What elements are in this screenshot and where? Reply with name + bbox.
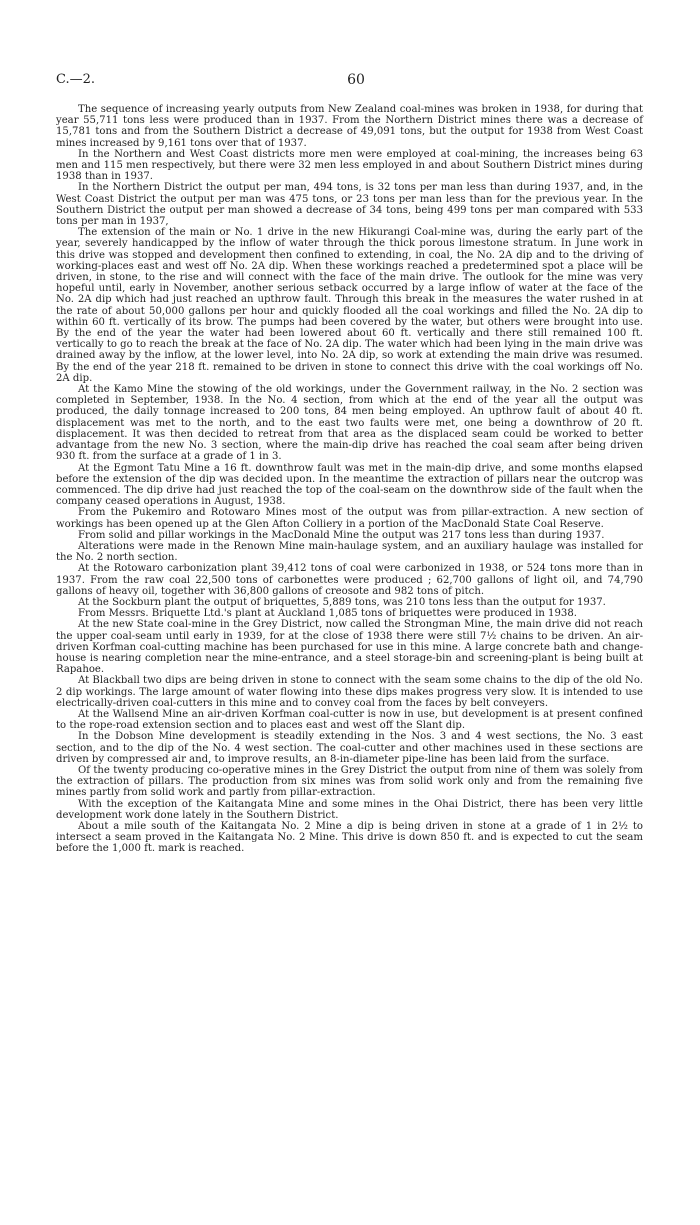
paragraph-sockburn: At the Sockburn plant the output of briquettes, 5,889 tons, was 210 tons less than the output for 1937. xyxy=(78,596,606,608)
paragraph-kaitangata: About a mile south of the Kaitangata No. 2 Mine a dip is being driven in stone at a grade of 1 in 2½ to intersect a seam proved in the Kaitangata No. 2 Mine. This drive is down 850 ft. and is expected to cut the seam before the 1,000 ft. mark is reached. xyxy=(56,821,643,855)
paragraph-employment: In the Northern and West Coast districts more men were employed at coal-mining, the increases being 63 men and 115 men respectively, but there were 32 men less employed in and about Southern District mines during 1938 than in 1937. xyxy=(56,148,643,183)
paragraph-co-operative: Of the twenty producing co-operative mines in the Grey District the output from nine of them was solely from the extraction of pillars. The production from six mines was from solid work only and from the remaining five mines partly from solid work and partly from pillar-extraction. xyxy=(56,764,643,799)
paragraph-blackball: At Blackball two dips are being driven in stone to connect with the seam some chains to the dip of the old No. 2 dip workings. The large amount of water flowing into these dips makes progress very slow. It is intended to use electrically-driven coal-cutters in this mine and to convey coal from the faces by belt conveyers. xyxy=(56,675,643,709)
paragraph-renown: Alterations were made in the Renown Mine main-haulage system, and an auxiliary haulage was installed for the No. 2 north section. xyxy=(56,540,643,564)
body-text xyxy=(56,104,643,855)
paragraph-pukemiro-rotowaro: From the Pukemiro and Rotowaro Mines most of the output was from pillar-extraction. A new section of workings has been opened up at the Glen Afton Colliery in a portion of the MacDonald State Coal Reserve. xyxy=(56,507,643,530)
paragraph-wallsend: At the Wallsend Mine an air-driven Korfman coal-cutter is now in use, but development is at present confined to the rope-road extension section and to places east and west off the Slant dip. xyxy=(56,708,643,732)
paragraph-dobson: In the Dobson Mine development is steadily extending in the Nos. 3 and 4 west sections, the No. 3 east section, and to the dip of the No. 4 west section. The coal-cutter and other machines used in these sections are driven by compressed air and, to improve results, an 8-in-diameter pipe-line has been laid from the surface. xyxy=(56,731,643,765)
report-reference: C.—2. xyxy=(56,72,96,87)
paragraph-egmont-tatu: At the Egmont Tatu Mine a 16 ft. downthrow fault was met in the main-dip drive, and some months elapsed before the extension of the dip was decided upon. In the meantime the extraction of pillars near the outcrop was commenced. The dip drive had just reached the top of the coal-seam on the downthrow side of the fault when the company ceased operations in August, 1938. xyxy=(56,462,643,508)
paragraph-briquette-ltd: From Messrs. Briquette Ltd.'s plant at Auckland 1,085 tons of briquettes were produced in 1938. xyxy=(78,608,577,620)
paragraph-output-per-man: In the Northern District the output per man, 494 tons, is 32 tons per man less than during 1937, and, in the West Coast District the output per man was 475 tons, or 23 tons per man less than for the previous year. In the Southern District the output per man showed a decrease of 34 tons, being 499 tons per man compared with 533 tons per man in 1937, xyxy=(56,182,643,228)
paragraph-hikurangi: The extension of the main or No. 1 drive in the new Hikurangi Coal-mine was, during the early part of the year, severely handicapped by the inflow of water through the thick porous limestone stratum. In June work in this drive was stopped and development then confined to extending, in coal, the No. 2A dip and to the driving of working-places east and west off No. 2A dip. When these workings reached a predetermined spot a place will be driven, in stone, to the rise and will connect with the face of the main drive. The outlook for the mine was very hopeful until, early in November, another serious setback occurred by a large inflow of water at the face of the No. 2A dip which had just reached an upthrow fault. Through this break in the measures the water rushed in at the rate of about 50,000 gallons per hour and quickly flooded all the coal workings and filled the No. 2A dip to within 60 ft. vertically of its brow. The pumps had been covered by the water, but others were brought into use. By the end of the year the water had been lowered about 60 ft. vertically and there still remained 100 ft. vertically to go to reach the break at the face of No. 2A dip. The water which had been lying in the main drive was drained away by the inflow, at the lower level, into No. 2A dip, so work at extending the main drive was resumed. By the end of the year 218 ft. remained to be driven in stone to connect this drive with the coal workings off No. 2A dip. xyxy=(56,227,643,384)
paragraph-carbonization: At the Rotowaro carbonization plant 39,412 tons of coal were carbonized in 1938, or 524 tons more than in 1937. From the raw coal 22,500 tons of carbonettes were produced ; 62,700 gallons of light oil, and 74,790 gallons of heavy oil, together with 36,800 gallons of creosote and 982 tons of pitch. xyxy=(56,563,643,597)
paragraph-macdonald: From solid and pillar workings in the MacDonald Mine the output was 217 tons less than during 1937. xyxy=(78,529,605,541)
paragraph-southern-development: With the exception of the Kaitangata Mine and some mines in the Ohai District, there has been very little development work done lately in the Southern District. xyxy=(56,798,643,821)
paragraph-kamo: At the Kamo Mine the stowing of the old workings, under the Government railway, in the No. 2 section was completed in September, 1938. In the No. 4 section, from which at the end of the year all the output was produced, the daily tonnage increased to 200 tons, 84 men being employed. An upthrow fault of about 40 ft. displacement was met to the north, and to the east two faults were met, one being a downthrow of 20 ft. displacement. It was then decided to retreat from that area as the displaced seam could be worked to better advantage from the new No. 3 section, where the main-dip drive has reached the coal seam after being driven 930 ft. from the surface at a grade of 1 in 3. xyxy=(56,384,643,463)
paragraph-output-summary: The sequence of increasing yearly outputs from New Zealand coal-mines was broken in 1938, for during that year 55,711 tons less were produced than in 1937. From the Northern District mines there was a decrease of 15,781 tons and from the Southern District a decrease of 49,091 tons, but the output for 1938 from West Coast mines increased by 9,161 tons over that of 1937. xyxy=(56,104,643,149)
page-header xyxy=(56,72,644,92)
paragraph-strongman: At the new State coal-mine in the Grey District, now called the Strongman Mine, the main drive did not reach the upper coal-seam until early in 1939, for at the close of 1938 there were still 7½ chains to be driven. An air-driven Korfman coal-cutting machine has been purchased for use in this mine. A large concrete bath and change-house is nearing completion near the mine-entrance, and a steel storage-bin and screening-plant is being built at Rapahoe. xyxy=(56,619,643,676)
page-number: 60 xyxy=(347,72,365,88)
